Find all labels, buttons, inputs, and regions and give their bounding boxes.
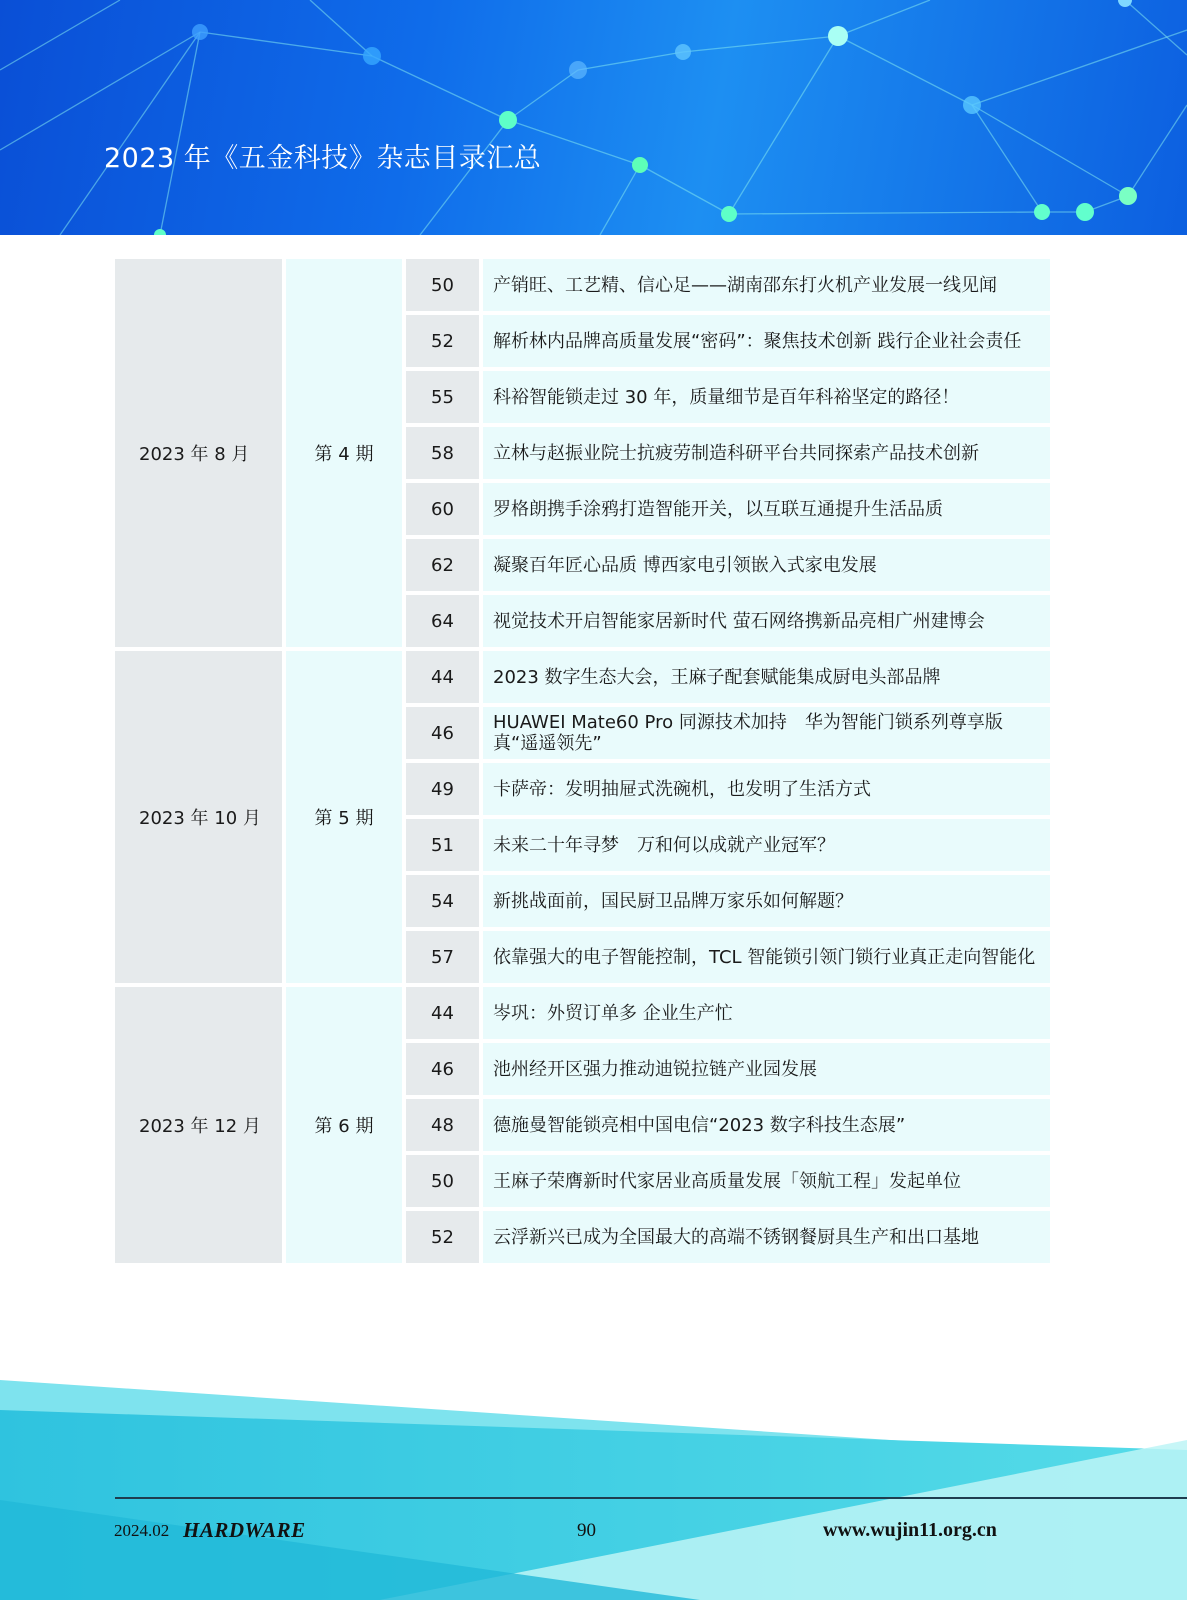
article-title-cell: HUAWEI Mate60 Pro 同源技术加持 华为智能门锁系列尊享版真“遥遥领先” bbox=[483, 707, 1050, 763]
article-title-cell: 科裕智能锁走过 30 年，质量细节是百年科裕坚定的路径！ bbox=[483, 371, 1050, 427]
table-row bbox=[115, 651, 1050, 707]
footer-wave-background bbox=[0, 1380, 1187, 1600]
page-number-cell: 52 bbox=[406, 1211, 483, 1267]
article-title-cell: 视觉技术开启智能家居新时代 萤石网络携新品亮相广州建博会 bbox=[483, 595, 1050, 651]
article-title-cell: 罗格朗携手涂鸦打造智能开关，以互联互通提升生活品质 bbox=[483, 483, 1050, 539]
article-title-cell: 未来二十年寻梦 万和何以成就产业冠军？ bbox=[483, 819, 1050, 875]
article-title-cell: 产销旺、工艺精、信心足——湖南邵东打火机产业发展一线见闻 bbox=[483, 259, 1050, 315]
page-number-cell: 54 bbox=[406, 875, 483, 931]
page-number-cell: 51 bbox=[406, 819, 483, 875]
footer-brand: HARDWARE bbox=[183, 1518, 306, 1542]
table-row bbox=[115, 987, 1050, 1043]
month-cell: 2023 年 12 月 bbox=[115, 987, 286, 1267]
page-number-cell: 50 bbox=[406, 259, 483, 315]
month-cell: 2023 年 8 月 bbox=[115, 259, 286, 651]
footer-page-number: 90 bbox=[577, 1520, 596, 1541]
article-title-cell: 2023 数字生态大会，王麻子配套赋能集成厨电头部品牌 bbox=[483, 651, 1050, 707]
article-title-cell: 解析林内品牌高质量发展“密码”：聚焦技术创新 践行企业社会责任 bbox=[483, 315, 1050, 371]
page-number-cell: 58 bbox=[406, 427, 483, 483]
header-banner bbox=[0, 0, 1187, 235]
network-background bbox=[0, 0, 1187, 235]
table-row bbox=[115, 259, 1050, 315]
page-number-cell: 57 bbox=[406, 931, 483, 987]
page-number-cell: 50 bbox=[406, 1155, 483, 1211]
article-title-cell: 依靠强大的电子智能控制，TCL 智能锁引领门锁行业真正走向智能化 bbox=[483, 931, 1050, 987]
page-number-cell: 62 bbox=[406, 539, 483, 595]
article-title-cell: 王麻子荣膺新时代家居业高质量发展「领航工程」发起单位 bbox=[483, 1155, 1050, 1211]
issue-cell: 第 4 期 bbox=[286, 259, 406, 651]
toc-table bbox=[115, 259, 1050, 1267]
article-title-cell: 德施曼智能锁亮相中国电信“2023 数字科技生态展” bbox=[483, 1099, 1050, 1155]
page-number-cell: 48 bbox=[406, 1099, 483, 1155]
page-number-cell: 64 bbox=[406, 595, 483, 651]
article-title-cell: 池州经开区强力推动迪锐拉链产业园发展 bbox=[483, 1043, 1050, 1099]
issue-cell: 第 5 期 bbox=[286, 651, 406, 987]
page-number-cell: 46 bbox=[406, 707, 483, 763]
page-number-cell: 55 bbox=[406, 371, 483, 427]
article-title-cell: 卡萨帝：发明抽屉式洗碗机，也发明了生活方式 bbox=[483, 763, 1050, 819]
month-cell: 2023 年 10 月 bbox=[115, 651, 286, 987]
page-number-cell: 52 bbox=[406, 315, 483, 371]
article-title-cell: 岑巩：外贸订单多 企业生产忙 bbox=[483, 987, 1050, 1043]
footer-rule bbox=[115, 1497, 1187, 1499]
page-number-cell: 46 bbox=[406, 1043, 483, 1099]
article-title-cell: 云浮新兴已成为全国最大的高端不锈钢餐厨具生产和出口基地 bbox=[483, 1211, 1050, 1267]
page-number-cell: 44 bbox=[406, 651, 483, 707]
page-number-cell: 60 bbox=[406, 483, 483, 539]
article-title-cell: 立林与赵振业院士抗疲劳制造科研平台共同探索产品技术创新 bbox=[483, 427, 1050, 483]
issue-cell: 第 6 期 bbox=[286, 987, 406, 1267]
page-title: 2023 年《五金科技》杂志目录汇总 bbox=[104, 143, 542, 174]
footer-url: www.wujin11.org.cn bbox=[823, 1519, 997, 1541]
article-title-cell: 新挑战面前，国民厨卫品牌万家乐如何解题？ bbox=[483, 875, 1050, 931]
footer-date: 2024.02 bbox=[114, 1521, 170, 1540]
page-number-cell: 44 bbox=[406, 987, 483, 1043]
article-title-cell: 凝聚百年匠心品质 博西家电引领嵌入式家电发展 bbox=[483, 539, 1050, 595]
page-number-cell: 49 bbox=[406, 763, 483, 819]
